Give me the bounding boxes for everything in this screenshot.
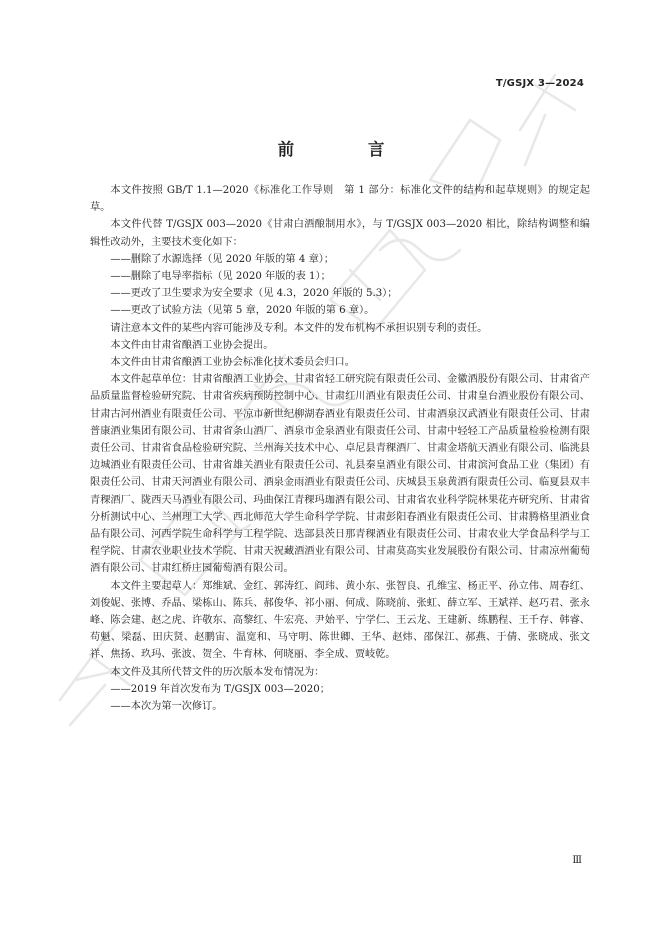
list-item: ——更改了试验方法（见第 5 章，2020 年版的第 6 章）。 <box>110 305 375 317</box>
paragraph: 请注意本文件的某些内容可能涉及专利。本文件的发布机构不承担识别专利的责任。 <box>110 322 488 334</box>
paragraph: 本文件由甘肃省酿酒工业协会标准化技术委员会归口。 <box>110 357 355 369</box>
drafters-paragraph: 本文件主要起草人：郑维斌、金红、郭涛红、阎玮、黄小东、张智良、孔维宝、杨正平、孙立伟、周春红、刘俊妮、张博、乔晶、梁栋山、陈兵、郝俊华、祁小丽、何成、陈晓前、张虹、薛立军、王斌祥、赵巧君、张永峰、陈会建、赵之虎、许敬东、高黎红、牛宏亮、尹始平、宁学仁、王云龙、王建新、练鹏程、王千存、韩睿、苟魁、梁磊、田庆贤、赵鹏宙、温宽和、马守明、陈世卿、王华、赵炜、邵保江、郝燕、于倩、张晓成、张文祥、焦扬、玖玛、张波、贺全、牛育林、何晓丽、李全成、贾岐乾。 <box>90 580 590 661</box>
list-item: ——2019 年首次发布为 T/GSJX 003—2020； <box>110 683 330 695</box>
paragraph: 本文件代替 T/GSJX 003—2020《甘肃白酒酿制用水》，与 T/GSJX 003—2020 相比，除结构调整和编辑性改动外，主要技术变化如下： <box>90 219 590 248</box>
paragraph: 本文件及其所代替文件的历次版本发布情况为： <box>110 666 325 678</box>
page-number: Ⅲ <box>572 855 582 866</box>
paragraph: 本文件按照 GB/T 1.1—2020《标准化工作导则 第 1 部分：标准化文件的结构和起草规则》的规定起草。 <box>90 185 590 214</box>
list-item: ——删除了水源选择（见 2020 年版的第 4 章）； <box>110 253 335 265</box>
document-code: T/GSJX 3—2024 <box>495 78 584 89</box>
paragraph: 本文件由甘肃省酿酒工业协会提出。 <box>110 339 274 351</box>
page-title: 前 言 <box>277 140 419 159</box>
list-item: ——本次为第一次修订。 <box>110 701 223 713</box>
list-item: ——删除了电导率指标（见 2020 年版的表 1）； <box>110 271 331 283</box>
drafting-units-paragraph: 本文件起草单位：甘肃省酿酒工业协会、甘肃省轻工研究院有限责任公司、金徽酒股份有限公司、甘肃省产品质量监督检验研究院、甘肃省疾病预防控制中心、甘肃红川酒业有限责任公司、甘肃皇台酒业股份有限公司、甘肃古河州酒业有限责任公司、平凉市新世纪柳湖春酒业有限责任公司、甘肃酒泉汉武酒业有限责任公司、甘肃普康酒业集团有限公司、甘肃省条山酒厂、酒泉市金泉酒业有限责任公司、甘肃中轻轻工产品质量检验检测有限责任公司、甘肃省食品检验研究院、兰州海关技术中心、卓尼县青稞酒厂、甘肃金塔航天酒业有限公司、临洮县边城酒业有限责任公司、甘肃省雄关酒业有限责任公司、礼县秦皇酒业有限公司、甘肃滨河食品工业（集团）有限责任公司、甘肃天河酒业有限公司、酒泉金雨酒业有限责任公司、庆城县玉泉黄酒有限责任公司、临夏县双丰青稞酒厂、陇西天马酒业有限公司、玛曲保江青稞玛珈酒有限公司、甘肃省农业科学院林果花卉研究所、甘肃省分析测试中心、兰州理工大学、西北师范大学生命科学学院、甘肃彭阳春酒业有限责任公司、甘肃腾格里酒业食品有限公司、河西学院生命科学与工程学院、迭部县茨日那青稞酒业有限责任公司、甘肃农业大学食品科学与工程学院、甘肃农业职业技术学院、甘肃天祝藏酒酒业有限公司、甘肃莫高实业发展股份有限公司、甘肃凉州葡萄酒有限公司、甘肃红桥庄园葡萄酒有限公司。 <box>90 374 590 575</box>
list-item: ——更改了卫生要求为安全要求（见 4.3，2020 年版的 5.3）； <box>110 288 398 300</box>
foreword-body <box>90 182 590 715</box>
